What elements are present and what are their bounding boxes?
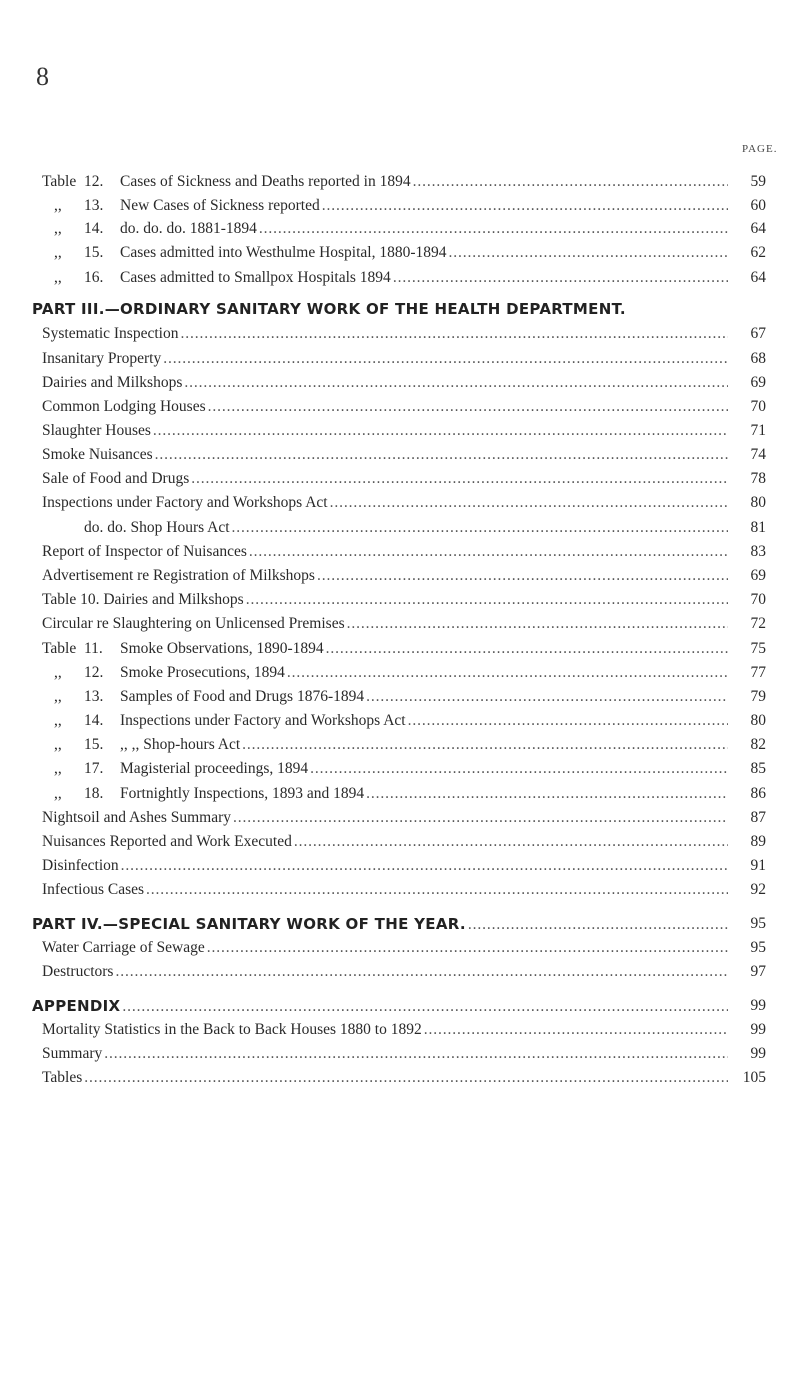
entry-text: Sale of Food and Drugs [42, 470, 190, 487]
entry-title [120, 662, 728, 684]
entry-text: Report of Inspector of Nuisances [42, 543, 247, 560]
entry-number: 17. [84, 760, 104, 777]
entry-text: Summary [42, 1045, 103, 1062]
entry-prefix: ,, [54, 736, 62, 753]
entry-text: Cases admitted into Westhulme Hospital, 1880-1894 [120, 244, 447, 261]
entry-page-number: 67 [750, 325, 766, 342]
entry-number: 15. [84, 736, 104, 753]
entry-title [120, 171, 728, 193]
entry-page-number: 86 [750, 785, 766, 802]
entry-title [42, 961, 728, 983]
entry-title [42, 937, 728, 959]
entry-title [120, 218, 728, 240]
entry-text: Insanitary Property [42, 350, 162, 367]
entry-text: PART IV.—SPECIAL SANITARY WORK OF THE YEAR. [32, 915, 466, 933]
entry-title [42, 492, 728, 514]
entry-page-number: 75 [750, 640, 766, 657]
entry-text: Nightsoil and Ashes Summary [42, 809, 232, 826]
entry-title [120, 195, 728, 217]
toc-entry [0, 396, 800, 418]
entry-title [42, 323, 728, 345]
page-column-label: PAGE. [742, 143, 778, 155]
entry-text: Samples of Food and Drugs 1876-1894 [120, 688, 365, 705]
entry-title [120, 734, 728, 756]
entry-page-number: 70 [750, 398, 766, 415]
toc-entry [0, 1067, 800, 1089]
entry-page-number: 82 [750, 736, 766, 753]
toc-entry [0, 855, 800, 877]
table-entry [0, 758, 800, 780]
toc-entry [0, 444, 800, 466]
table-entry [0, 195, 800, 217]
toc-entry [0, 937, 800, 959]
entry-title [42, 613, 728, 635]
entry-title [42, 468, 728, 490]
entry-page-number: 77 [750, 664, 766, 681]
entry-page-number: 92 [750, 881, 766, 898]
entry-text: New Cases of Sickness reported [120, 197, 320, 214]
entry-number: 14. [84, 712, 104, 729]
entry-prefix: ,, [54, 220, 62, 237]
entry-page-number: 68 [750, 350, 766, 367]
entry-text: Disinfection [42, 857, 119, 874]
entry-text: Slaughter Houses [42, 422, 151, 439]
toc-entry [0, 1019, 800, 1041]
entry-title [42, 372, 728, 394]
entry-title [42, 1019, 728, 1041]
entry-prefix: ,, [54, 712, 62, 729]
entry-page-number: 64 [750, 220, 766, 237]
table-entry [0, 242, 800, 264]
entry-title [120, 758, 728, 780]
entry-text: Destructors [42, 963, 114, 980]
entry-text: Infectious Cases [42, 881, 145, 898]
entry-page-number: 95 [750, 915, 766, 932]
entry-text: Tables [42, 1069, 83, 1086]
table-entry [0, 662, 800, 684]
table-entry [0, 267, 800, 289]
entry-page-number: 83 [750, 543, 766, 560]
entry-text: Common Lodging Houses [42, 398, 206, 415]
entry-number: 11. [84, 640, 103, 657]
entry-text: Smoke Nuisances [42, 446, 153, 463]
toc-entry [0, 565, 800, 587]
entry-page-number: 95 [750, 939, 766, 956]
entry-number: 13. [84, 688, 104, 705]
entry-text: Nuisances Reported and Work Executed [42, 833, 292, 850]
entry-title [120, 710, 728, 732]
entry-text: Mortality Statistics in the Back to Back Houses 1880 to 1892 [42, 1021, 422, 1038]
toc-entry [0, 323, 800, 345]
entry-text: Cases admitted to Smallpox Hospitals 1894 [120, 269, 391, 286]
entry-page-number: 62 [750, 244, 766, 261]
entry-title [42, 855, 728, 877]
toc-entry [0, 492, 800, 514]
entry-page-number: 99 [750, 997, 766, 1014]
part-heading-entry [0, 913, 800, 935]
entry-title [42, 831, 728, 853]
entry-page-number: 80 [750, 494, 766, 511]
entry-number: 16. [84, 269, 104, 286]
toc-entry [0, 1043, 800, 1065]
toc-entry [0, 468, 800, 490]
entry-page-number: 85 [750, 760, 766, 777]
table-entry [0, 171, 800, 193]
entry-page-number: 60 [750, 197, 766, 214]
entry-page-number: 59 [750, 173, 766, 190]
entry-title [120, 242, 728, 264]
toc-entry [0, 961, 800, 983]
appendix-heading-entry [0, 995, 800, 1017]
entry-text: Water Carriage of Sewage [42, 939, 205, 956]
entry-page-number: 89 [750, 833, 766, 850]
toc-entry [0, 613, 800, 635]
table-entry [0, 783, 800, 805]
entry-page-number: 64 [750, 269, 766, 286]
entry-page-number: 69 [750, 374, 766, 391]
entry-page-number: 99 [750, 1021, 766, 1038]
entry-text: do. do. Shop Hours Act [84, 519, 230, 536]
entry-text: Inspections under Factory and Workshops Act [120, 712, 406, 729]
toc-entry [0, 348, 800, 370]
entry-text: do. do. do. 1881-1894 [120, 220, 257, 237]
entry-page-number: 79 [750, 688, 766, 705]
entry-prefix: ,, [54, 244, 62, 261]
toc-entry [0, 517, 800, 539]
entry-number: 12. [84, 173, 104, 190]
table-entry [0, 710, 800, 732]
toc-entry [0, 831, 800, 853]
entry-text: Circular re Slaughtering on Unlicensed Premises [42, 615, 345, 632]
entry-page-number: 105 [742, 1069, 766, 1086]
entry-title [42, 1043, 728, 1065]
entry-page-number: 81 [750, 519, 766, 536]
entry-page-number: 91 [750, 857, 766, 874]
entry-text: Inspections under Factory and Workshops Act [42, 494, 328, 511]
entry-prefix: Table [42, 173, 77, 190]
table-entry [0, 734, 800, 756]
table-entry [0, 638, 800, 660]
entry-text: APPENDIX [32, 997, 121, 1015]
entry-text: Fortnightly Inspections, 1893 and 1894 [120, 785, 365, 802]
entry-text: Advertisement re Registration of Milkshops [42, 567, 315, 584]
entry-title [42, 541, 728, 563]
toc-entry [0, 807, 800, 829]
entry-title [32, 913, 728, 936]
entry-title [32, 995, 728, 1018]
toc-entry [0, 420, 800, 442]
entry-number: 13. [84, 197, 104, 214]
entry-title [42, 348, 728, 370]
entry-prefix: ,, [54, 664, 62, 681]
entry-page-number: 70 [750, 591, 766, 608]
entry-page-number: 74 [750, 446, 766, 463]
entry-prefix: ,, [54, 688, 62, 705]
entry-page-number: 72 [750, 615, 766, 632]
entry-title [42, 444, 728, 466]
entry-prefix: ,, [54, 269, 62, 286]
entry-title [42, 589, 728, 611]
entry-prefix: ,, [54, 760, 62, 777]
entry-text: ,, ,, Shop-hours Act [120, 736, 241, 753]
entry-title [42, 565, 728, 587]
entry-title [42, 1067, 728, 1089]
toc-entry [0, 372, 800, 394]
table-entry [0, 218, 800, 240]
entry-prefix: ,, [54, 785, 62, 802]
entry-text: Magisterial proceedings, 1894 [120, 760, 309, 777]
entry-page-number: 87 [750, 809, 766, 826]
entry-title [120, 783, 728, 805]
entry-text: Systematic Inspection [42, 325, 179, 342]
entry-text: Dairies and Milkshops [42, 374, 183, 391]
entry-prefix: ,, [54, 197, 62, 214]
entry-page-number: 69 [750, 567, 766, 584]
part-heading: PART III.—ORDINARY SANITARY WORK OF THE HEALTH DEPARTMENT. [32, 300, 626, 318]
entry-text: Table 10. Dairies and Milkshops [42, 591, 244, 608]
entry-page-number: 71 [750, 422, 766, 439]
entry-title [120, 638, 728, 660]
entry-title [42, 420, 728, 442]
entry-title [120, 267, 728, 289]
page-number: 8 [36, 62, 49, 91]
entry-number: 18. [84, 785, 104, 802]
entry-page-number: 78 [750, 470, 766, 487]
entry-number: 15. [84, 244, 104, 261]
entry-title [42, 879, 728, 901]
entry-number: 14. [84, 220, 104, 237]
entry-title [42, 396, 728, 418]
entry-title [120, 686, 728, 708]
entry-number: 12. [84, 664, 104, 681]
entry-prefix: Table [42, 640, 77, 657]
toc-entry [0, 541, 800, 563]
toc-entry [0, 589, 800, 611]
entry-page-number: 80 [750, 712, 766, 729]
entry-text: Cases of Sickness and Deaths reported in 1894 [120, 173, 411, 190]
entry-page-number: 97 [750, 963, 766, 980]
toc-entry [0, 879, 800, 901]
entry-text: Smoke Prosecutions, 1894 [120, 664, 285, 681]
entry-title [84, 517, 728, 539]
entry-page-number: 99 [750, 1045, 766, 1062]
table-entry [0, 686, 800, 708]
entry-title [42, 807, 728, 829]
entry-text: Smoke Observations, 1890-1894 [120, 640, 324, 657]
